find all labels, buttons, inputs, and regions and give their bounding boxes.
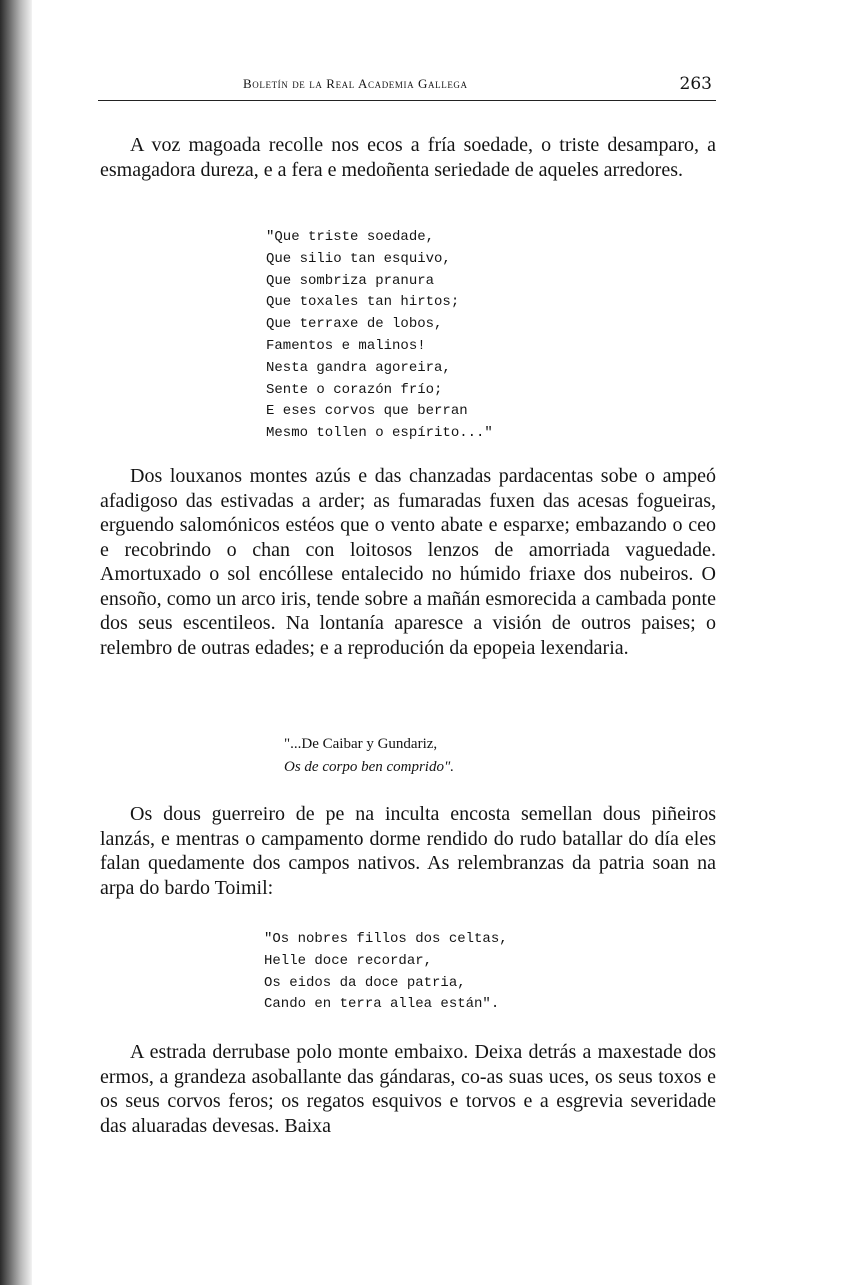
paragraph-2: Dos louxanos montes azús e das chanzadas pardacentas sobe o ampeó afadigoso das estivadas a arder; as fumaradas fuxen das acesas fogueiras, erguendo salomónicos estéos que o vento abate e esparxe; embazando o ceo e recobrindo o chan con loitosos lenzos de amorriada vaguedade. Amortuxado o sol encóllese entalecido no húmido friaxe dos nubeiros. O ensoño, como un arco iris, tende sobre a mañán esmorecida a cambada ponte dos seus escentileos. Na lontanía aparesce a visión de outros paises; o relembro de outras edades; e a reprodución da epopeia lexendaria. <box>100 465 716 659</box>
verse-line: Helle doce recordar, <box>264 952 433 969</box>
verse-line: "...De Caibar y Gundariz, <box>284 736 438 752</box>
verse-line: Que silio tan esquivo, <box>266 250 451 267</box>
verse-line: Que toxales tan hirtos; <box>266 294 460 311</box>
verse-block-2 <box>284 733 454 779</box>
running-head: Boletín de la Real Academia Gallega <box>243 76 468 91</box>
verse-line: Os eidos da doce patria, <box>264 974 466 991</box>
verse-line: Famentos e malinos! <box>266 337 426 354</box>
page-header <box>98 70 716 101</box>
verse-line: "Os nobres fillos dos celtas, <box>264 931 508 947</box>
page-number: 263 <box>679 74 712 94</box>
verse-line: Cando en terra allea están". <box>264 996 500 1013</box>
verse-block-1 <box>266 227 493 445</box>
verse-line: E eses corvos que berran <box>266 403 468 420</box>
book-binding-shadow <box>0 0 32 1285</box>
verse-line: Sente o corazón frío; <box>266 381 443 398</box>
verse-line: "Que triste soedade, <box>266 229 435 245</box>
verse-line: Nesta gandra agoreira, <box>266 359 451 376</box>
verse-line: Os de corpo ben comprido". <box>284 759 455 775</box>
verse-line: Que sombriza pranura <box>266 272 435 289</box>
paragraph-3: Os dous guerreiro de pe na inculta encosta semellan dous piñeiros lanzás, e mentras o campamento dorme rendido do rudo batallar do día eles falan quedamente dos campos nativos. As relembranzas da patria soan na arpa do bardo Toimil: <box>100 803 716 899</box>
verse-line: Que terraxe de lobos, <box>266 316 443 333</box>
paragraph-4: A estrada derrubase polo monte embaixo. Deixa detrás a maxestade dos ermos, a grandeza asoballante das gándaras, co-as suas uces, os seus toxos e os seus corvos feros; os regatos esquivos e torvos e a esgrevia severidade das aluaradas devesas. Baixa <box>100 1041 716 1137</box>
verse-block-3 <box>264 929 508 1016</box>
paragraph-1: A voz magoada recolle nos ecos a fría soedade, o triste desamparo, a esmagadora dureza, e a fera e medoñenta seriedade de aqueles arredores. <box>100 134 716 181</box>
verse-line: Mesmo tollen o espírito..." <box>266 425 493 442</box>
